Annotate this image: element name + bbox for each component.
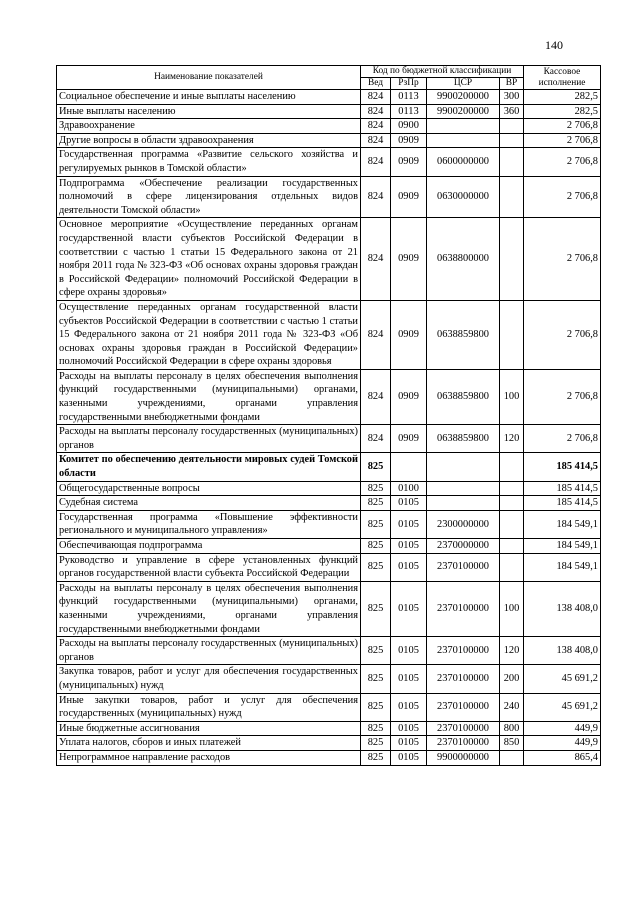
cell-amount: 2 706,8 <box>524 148 601 176</box>
cell-vr: 240 <box>500 693 524 721</box>
table-row <box>57 665 601 693</box>
cell-ved: 825 <box>361 553 391 581</box>
header-vr: ВР <box>500 78 524 90</box>
table-row <box>57 510 601 538</box>
cell-amount: 282,5 <box>524 104 601 119</box>
cell-name: Расходы на выплаты персоналу государственных (муниципальных) органов <box>57 637 361 665</box>
cell-rzpr: 0909 <box>391 176 427 218</box>
cell-ved: 825 <box>361 665 391 693</box>
table-row <box>57 736 601 751</box>
cell-csr <box>427 496 500 511</box>
cell-amount: 2 706,8 <box>524 300 601 369</box>
header-code-group: Код по бюджетной классификации <box>361 66 524 78</box>
cell-rzpr: 0105 <box>391 750 427 765</box>
cell-ved: 825 <box>361 539 391 554</box>
cell-amount: 2 706,8 <box>524 425 601 453</box>
cell-amount: 184 549,1 <box>524 539 601 554</box>
cell-rzpr <box>391 453 427 481</box>
cell-name: Обеспечивающая подпрограмма <box>57 539 361 554</box>
cell-csr <box>427 133 500 148</box>
cell-csr: 2370100000 <box>427 736 500 751</box>
cell-ved: 824 <box>361 119 391 134</box>
cell-csr: 2370000000 <box>427 539 500 554</box>
cell-csr: 2370100000 <box>427 693 500 721</box>
cell-rzpr: 0113 <box>391 104 427 119</box>
page-number: 140 <box>545 38 563 52</box>
cell-name: Иные закупки товаров, работ и услуг для обеспечения государственных (муниципальных) нужд <box>57 693 361 721</box>
cell-amount: 2 706,8 <box>524 369 601 424</box>
cell-amount: 449,9 <box>524 721 601 736</box>
table-row <box>57 176 601 218</box>
cell-csr <box>427 119 500 134</box>
cell-ved: 825 <box>361 581 391 636</box>
table-row <box>57 750 601 765</box>
cell-csr <box>427 481 500 496</box>
cell-vr <box>500 176 524 218</box>
cell-ved: 825 <box>361 693 391 721</box>
cell-rzpr: 0900 <box>391 119 427 134</box>
cell-rzpr: 0100 <box>391 481 427 496</box>
cell-vr <box>500 148 524 176</box>
cell-amount: 185 414,5 <box>524 481 601 496</box>
cell-ved: 825 <box>361 510 391 538</box>
cell-vr <box>500 453 524 481</box>
cell-vr: 100 <box>500 369 524 424</box>
table-row <box>57 104 601 119</box>
cell-ved: 824 <box>361 425 391 453</box>
header-csr: ЦСР <box>427 78 500 90</box>
cell-amount: 185 414,5 <box>524 496 601 511</box>
table-row <box>57 133 601 148</box>
cell-rzpr: 0105 <box>391 539 427 554</box>
cell-ved: 824 <box>361 90 391 105</box>
cell-rzpr: 0909 <box>391 148 427 176</box>
cell-name: Общегосударственные вопросы <box>57 481 361 496</box>
table-row <box>57 453 601 481</box>
cell-csr: 2370100000 <box>427 553 500 581</box>
cell-ved: 824 <box>361 218 391 301</box>
cell-name: Комитет по обеспечению деятельности мировых судей Томской области <box>57 453 361 481</box>
cell-vr: 120 <box>500 637 524 665</box>
cell-vr <box>500 119 524 134</box>
cell-vr: 100 <box>500 581 524 636</box>
cell-name: Судебная система <box>57 496 361 511</box>
cell-csr: 9900200000 <box>427 104 500 119</box>
cell-vr <box>500 750 524 765</box>
cell-vr: 200 <box>500 665 524 693</box>
table-row <box>57 148 601 176</box>
cell-rzpr: 0105 <box>391 496 427 511</box>
cell-amount: 184 549,1 <box>524 553 601 581</box>
cell-csr: 0600000000 <box>427 148 500 176</box>
cell-name: Расходы на выплаты персоналу в целях обеспечения выполнения функций государственными (муниципальными) органами, казенными учреждениями, органами управления государственными внебюджетными фондами <box>57 369 361 424</box>
cell-csr: 2370100000 <box>427 721 500 736</box>
table-row <box>57 637 601 665</box>
cell-name: Иные бюджетные ассигнования <box>57 721 361 736</box>
cell-vr <box>500 300 524 369</box>
cell-ved: 825 <box>361 481 391 496</box>
cell-vr <box>500 496 524 511</box>
cell-ved: 825 <box>361 453 391 481</box>
cell-vr <box>500 481 524 496</box>
cell-csr: 0638859800 <box>427 425 500 453</box>
table-row <box>57 581 601 636</box>
table-body <box>57 90 601 766</box>
cell-csr: 0638859800 <box>427 369 500 424</box>
cell-rzpr: 0105 <box>391 721 427 736</box>
cell-ved: 824 <box>361 104 391 119</box>
cell-name: Основное мероприятие «Осуществление переданных органам государственной власти субъектов Российской Федерации в соответствии с частью 1 статьи 15 Федерального закона от 21 ноября 2011 года № 323-ФЗ «Об основах охраны здоровья граждан в Российской Федерации» полномочий Российской Федерации в сфере охраны здоровья» <box>57 218 361 301</box>
cell-vr: 120 <box>500 425 524 453</box>
cell-rzpr: 0909 <box>391 369 427 424</box>
header-rzpr: РзПр <box>391 78 427 90</box>
table-row <box>57 218 601 301</box>
cell-amount: 2 706,8 <box>524 119 601 134</box>
cell-rzpr: 0909 <box>391 300 427 369</box>
table-row <box>57 90 601 105</box>
cell-name: Расходы на выплаты персоналу государственных (муниципальных) органов <box>57 425 361 453</box>
cell-vr <box>500 510 524 538</box>
cell-name: Государственная программа «Развитие сельского хозяйства и регулируемых рынков в Томской области» <box>57 148 361 176</box>
cell-rzpr: 0105 <box>391 637 427 665</box>
cell-rzpr: 0105 <box>391 553 427 581</box>
cell-amount: 865,4 <box>524 750 601 765</box>
cell-csr: 2370100000 <box>427 665 500 693</box>
cell-vr: 850 <box>500 736 524 751</box>
cell-rzpr: 0105 <box>391 736 427 751</box>
cell-csr: 2370100000 <box>427 637 500 665</box>
cell-name: Подпрограмма «Обеспечение реализации государственных полномочий в сфере лицензирования отдельных видов деятельности Томской области» <box>57 176 361 218</box>
table-row <box>57 721 601 736</box>
table-row <box>57 496 601 511</box>
cell-csr: 0638800000 <box>427 218 500 301</box>
table-row <box>57 369 601 424</box>
cell-rzpr: 0909 <box>391 133 427 148</box>
cell-csr: 2300000000 <box>427 510 500 538</box>
cell-amount: 138 408,0 <box>524 637 601 665</box>
cell-name: Руководство и управление в сфере установленных функций органов государственной власти субъекта Российской Федерации <box>57 553 361 581</box>
cell-name: Осуществление переданных органам государственной власти субъектов Российской Федерации в соответствии с частью 1 статьи 15 Федерального закона от 21 ноября 2011 года № 323-ФЗ «Об основах охраны здоровья граждан в Российской Федерации» полномочий Российской Федерации в сфере охраны здоровья <box>57 300 361 369</box>
cell-rzpr: 0105 <box>391 693 427 721</box>
cell-csr: 9900200000 <box>427 90 500 105</box>
cell-amount: 282,5 <box>524 90 601 105</box>
cell-name: Уплата налогов, сборов и иных платежей <box>57 736 361 751</box>
table-row <box>57 300 601 369</box>
cell-vr <box>500 553 524 581</box>
cell-vr <box>500 133 524 148</box>
cell-rzpr: 0909 <box>391 218 427 301</box>
cell-amount: 138 408,0 <box>524 581 601 636</box>
cell-ved: 825 <box>361 721 391 736</box>
cell-amount: 185 414,5 <box>524 453 601 481</box>
cell-rzpr: 0105 <box>391 665 427 693</box>
cell-ved: 825 <box>361 637 391 665</box>
table-row <box>57 425 601 453</box>
cell-name: Расходы на выплаты персоналу в целях обеспечения выполнения функций государственными (муниципальными) органами, казенными учреждениями, органами управления государственными внебюджетными фондами <box>57 581 361 636</box>
header-name: Наименование показателей <box>57 66 361 90</box>
cell-amount: 184 549,1 <box>524 510 601 538</box>
cell-name: Другие вопросы в области здравоохранения <box>57 133 361 148</box>
cell-name: Здравоохранение <box>57 119 361 134</box>
cell-csr: 9900000000 <box>427 750 500 765</box>
table-row <box>57 539 601 554</box>
cell-amount: 449,9 <box>524 736 601 751</box>
cell-csr: 0638859800 <box>427 300 500 369</box>
cell-vr <box>500 539 524 554</box>
cell-name: Социальное обеспечение и иные выплаты населению <box>57 90 361 105</box>
cell-rzpr: 0105 <box>391 510 427 538</box>
cell-ved: 824 <box>361 369 391 424</box>
table-row <box>57 119 601 134</box>
cell-ved: 825 <box>361 750 391 765</box>
cell-rzpr: 0105 <box>391 581 427 636</box>
cell-vr <box>500 218 524 301</box>
cell-ved: 824 <box>361 300 391 369</box>
table-row <box>57 553 601 581</box>
cell-vr: 800 <box>500 721 524 736</box>
cell-ved: 824 <box>361 133 391 148</box>
cell-amount: 2 706,8 <box>524 133 601 148</box>
cell-csr: 0630000000 <box>427 176 500 218</box>
cell-name: Государственная программа «Повышение эффективности регионального и муниципального управления» <box>57 510 361 538</box>
cell-vr: 300 <box>500 90 524 105</box>
cell-name: Иные выплаты населению <box>57 104 361 119</box>
cell-ved: 824 <box>361 176 391 218</box>
cell-csr <box>427 453 500 481</box>
budget-table <box>56 65 601 766</box>
header-ved: Вед <box>361 78 391 90</box>
table-row <box>57 481 601 496</box>
cell-vr: 360 <box>500 104 524 119</box>
cell-rzpr: 0909 <box>391 425 427 453</box>
cell-name: Закупка товаров, работ и услуг для обеспечения государственных (муниципальных) нужд <box>57 665 361 693</box>
cell-name: Непрограммное направление расходов <box>57 750 361 765</box>
cell-csr: 2370100000 <box>427 581 500 636</box>
cell-rzpr: 0113 <box>391 90 427 105</box>
cell-ved: 825 <box>361 736 391 751</box>
cell-amount: 2 706,8 <box>524 218 601 301</box>
cell-amount: 45 691,2 <box>524 693 601 721</box>
table-header <box>57 66 601 90</box>
cell-amount: 45 691,2 <box>524 665 601 693</box>
table-row <box>57 693 601 721</box>
cell-ved: 824 <box>361 148 391 176</box>
cell-amount: 2 706,8 <box>524 176 601 218</box>
header-amount: Кассовое исполнение <box>524 66 601 90</box>
cell-ved: 825 <box>361 496 391 511</box>
